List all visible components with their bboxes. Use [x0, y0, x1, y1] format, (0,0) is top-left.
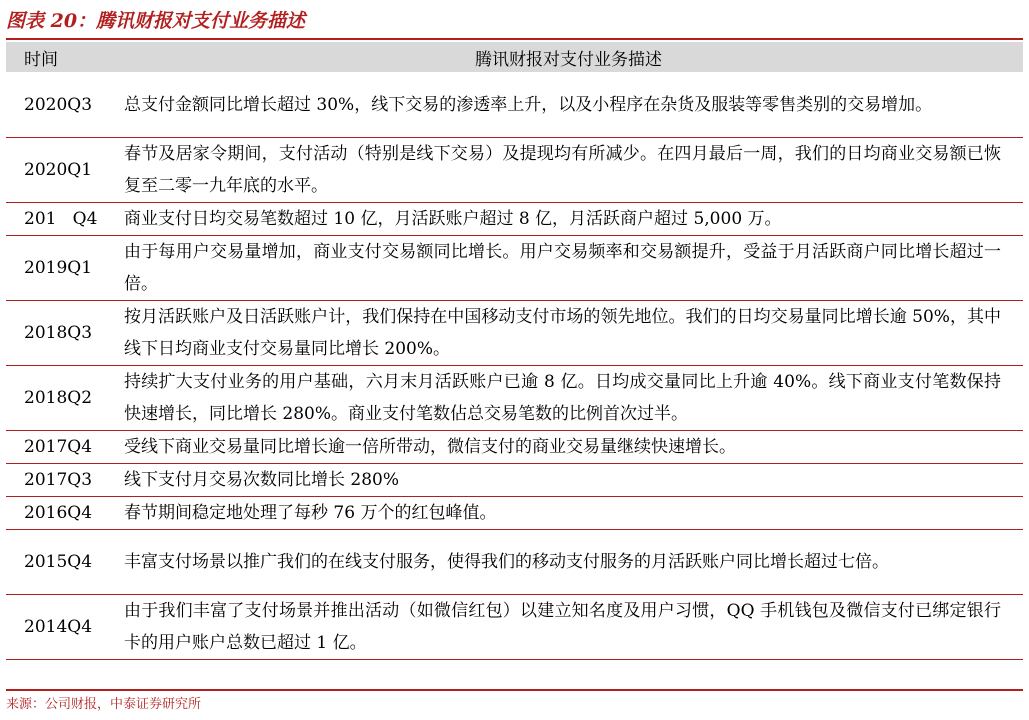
row-period: 201 Q4: [6, 203, 114, 236]
table-row: [6, 595, 1023, 660]
table-row: [6, 73, 1023, 138]
table-row: [6, 236, 1023, 301]
payment-description-table: [6, 42, 1023, 660]
table-row: [6, 138, 1023, 203]
row-description: 受线下商业交易量同比增长逾一倍所带动，微信支付的商业交易量继续快速增长。: [114, 431, 1023, 464]
row-period: 2014Q4: [6, 595, 114, 660]
table-header: [6, 42, 1023, 73]
row-period: 2020Q3: [6, 73, 114, 138]
row-description: 由于每用户交易量增加，商业支付交易额同比增长。用户交易频率和交易额提升，受益于月活跃商户同比增长超过一倍。: [114, 236, 1023, 301]
table-row: [6, 497, 1023, 530]
row-period: 2019Q1: [6, 236, 114, 301]
header-description: 腾讯财报对支付业务描述: [114, 42, 1023, 73]
row-period: 2016Q4: [6, 497, 114, 530]
row-description: 线下支付月交易次数同比增长 280%: [114, 464, 1023, 497]
table-row: [6, 203, 1023, 236]
row-period: 2017Q3: [6, 464, 114, 497]
row-description: 总支付金额同比增长超过 30%，线下交易的渗透率上升，以及小程序在杂货及服装等零售类别的交易增加。: [114, 73, 1023, 138]
header-period: 时间: [6, 42, 114, 73]
table-row: [6, 366, 1023, 431]
row-period: 2015Q4: [6, 530, 114, 595]
row-period: 2020Q1: [6, 138, 114, 203]
row-description: 持续扩大支付业务的用户基础，六月末月活跃账户已逾 8 亿。日均成交量同比上升逾 40%。线下商业支付笔数保持快速增长，同比增长 280%。商业支付笔数佔总交易笔数的比例首次过半。: [114, 366, 1023, 431]
row-period: 2018Q3: [6, 301, 114, 366]
row-description: 按月活跃账户及日活跃账户计，我们保持在中国移动支付市场的领先地位。我们的日均交易量同比增长逾 50%，其中线下日均商业支付交易量同比增长 200%。: [114, 301, 1023, 366]
row-description: 春节期间稳定地处理了每秒 76 万个的红包峰值。: [114, 497, 1023, 530]
table-row: [6, 301, 1023, 366]
table-row: [6, 530, 1023, 595]
row-description: 春节及居家令期间，支付活动（特别是线下交易）及提现均有所减少。在四月最后一周，我们的日均商业交易额已恢复至二零一九年底的水平。: [114, 138, 1023, 203]
figure-title: 图表 20：腾讯财报对支付业务描述: [6, 10, 306, 32]
bottom-divider: [6, 689, 1023, 691]
title-divider: [6, 38, 1023, 40]
header-row: [6, 42, 1023, 73]
table-row: [6, 431, 1023, 464]
row-period: 2017Q4: [6, 431, 114, 464]
source-note: 来源：公司财报，中泰证券研究所: [6, 697, 202, 712]
row-description: 丰富支付场景以推广我们的在线支付服务，使得我们的移动支付服务的月活跃账户同比增长超过七倍。: [114, 530, 1023, 595]
table-body: [6, 73, 1023, 660]
row-period: 2018Q2: [6, 366, 114, 431]
table-row: [6, 464, 1023, 497]
row-description: 由于我们丰富了支付场景并推出活动（如微信红包）以建立知名度及用户习惯，QQ 手机钱包及微信支付已绑定银行卡的用户账户总数已超过 1 亿。: [114, 595, 1023, 660]
row-description: 商业支付日均交易笔数超过 10 亿，月活跃账户超过 8 亿，月活跃商户超过 5,000 万。: [114, 203, 1023, 236]
